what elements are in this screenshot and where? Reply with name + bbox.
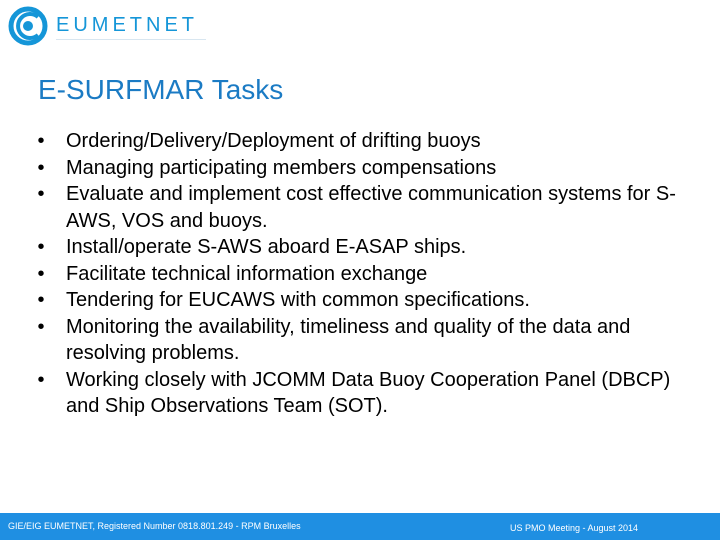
bullet-text: Facilitate technical information exchange bbox=[66, 262, 428, 285]
bullet-icon: • bbox=[37, 368, 45, 391]
logo-underline bbox=[56, 39, 206, 40]
bullet-item bbox=[34, 234, 684, 261]
bullet-icon: • bbox=[37, 262, 45, 285]
bullet-item bbox=[34, 128, 684, 155]
bullet-text: Working closely with JCOMM Data Buoy Cooperation Panel (DBCP) and Ship Observations Team (SOT). bbox=[66, 368, 671, 417]
footer-bar bbox=[0, 513, 720, 540]
eumetnet-logo-icon bbox=[8, 6, 48, 46]
bullet-item bbox=[34, 155, 684, 182]
logo-text: EUMETNET bbox=[56, 14, 198, 36]
bullet-item bbox=[34, 287, 684, 314]
bullet-text: Managing participating members compensations bbox=[66, 156, 497, 179]
bullet-icon: • bbox=[37, 315, 45, 338]
bullet-item bbox=[34, 181, 684, 234]
bullet-text: Evaluate and implement cost effective communication systems for S-AWS, VOS and buoys. bbox=[66, 183, 676, 232]
bullet-item bbox=[34, 367, 684, 420]
task-list bbox=[34, 128, 684, 420]
footer-registration: GIE/EIG EUMETNET, Registered Number 0818.801.249 - RPM Bruxelles bbox=[8, 521, 301, 531]
bullet-text: Monitoring the availability, timeliness and quality of the data and resolving problems. bbox=[66, 315, 631, 364]
bullet-item bbox=[34, 261, 684, 288]
bullet-text: Ordering/Delivery/Deployment of drifting buoys bbox=[66, 130, 481, 152]
bullet-icon: • bbox=[37, 183, 45, 205]
bullet-icon: • bbox=[37, 289, 45, 311]
slide-title: E-SURFMAR Tasks bbox=[38, 74, 284, 105]
eumetnet-logo bbox=[8, 6, 218, 46]
bullet-icon: • bbox=[37, 156, 45, 179]
bullet-icon: • bbox=[37, 130, 45, 152]
footer-meeting: US PMO Meeting - August 2014 bbox=[510, 523, 639, 533]
bullet-icon: • bbox=[37, 236, 45, 258]
bullet-text: Install/operate S-AWS aboard E-ASAP ships. bbox=[66, 236, 467, 258]
bullet-item bbox=[34, 314, 684, 367]
bullet-text: Tendering for EUCAWS with common specifications. bbox=[66, 289, 530, 311]
